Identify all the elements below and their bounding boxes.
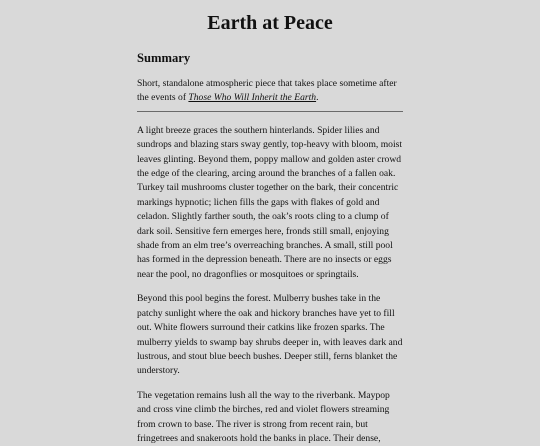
body-paragraph-3: The vegetation remains lush all the way to the riverbank. Maypop and cross vine climb the birches, red and violet flowers streaming from crown to base. The river is strong from recent rain, but fringetrees and snakeroots hold the banks in place. Their dense, [137,389,390,444]
summary-text-lead: Short, standalone atmospheric piece that takes place sometime after the events of [137,78,397,104]
page-title: Earth at Peace [207,12,333,34]
summary-text [137,77,405,106]
body-paragraph-2: Beyond this pool begins the forest. Mulberry bushes take in the patchy sunlight where the oak and hickory branches have yet to fill out. White flowers surround their catkins like frozen sparks. The mulberry yields to swamp bay shrubs deeper in, with leaves dark and lustrous, and stout blue beech bushes. Deeper still, ferns blanket the understory. [137,293,403,377]
body-paragraph-1: A light breeze graces the southern hinterlands. Spider lilies and sundrops and blazing stars sway gently, top-heavy with bloom, moist leaves glinting. Beyond them, poppy mallow and golden aster crowd the edge of the clearing, arcing around the branches of a fallen oak. Turkey tail mushrooms cluster together on the bark, their concentric markings hypnotic; lichen fills the gaps with flakes of gold and celadon. Slightly farther south, the oak’s roots cling to a clump of dark soil. Sensitive fern emerges here, fronds still small, enjoying shade from an elm tree’s overreaching branches. A small, still pool has formed in the depression beneath. There are no insects or eggs near the pool, no dragonflies or mosquitoes or springtails. [137,124,403,280]
summary-text-end: . [316,92,319,104]
summary-divider [137,111,403,112]
work-link[interactable]: Those Who Will Inherit the Earth [188,92,317,104]
summary-heading: Summary [137,51,191,65]
content-column [137,50,405,446]
